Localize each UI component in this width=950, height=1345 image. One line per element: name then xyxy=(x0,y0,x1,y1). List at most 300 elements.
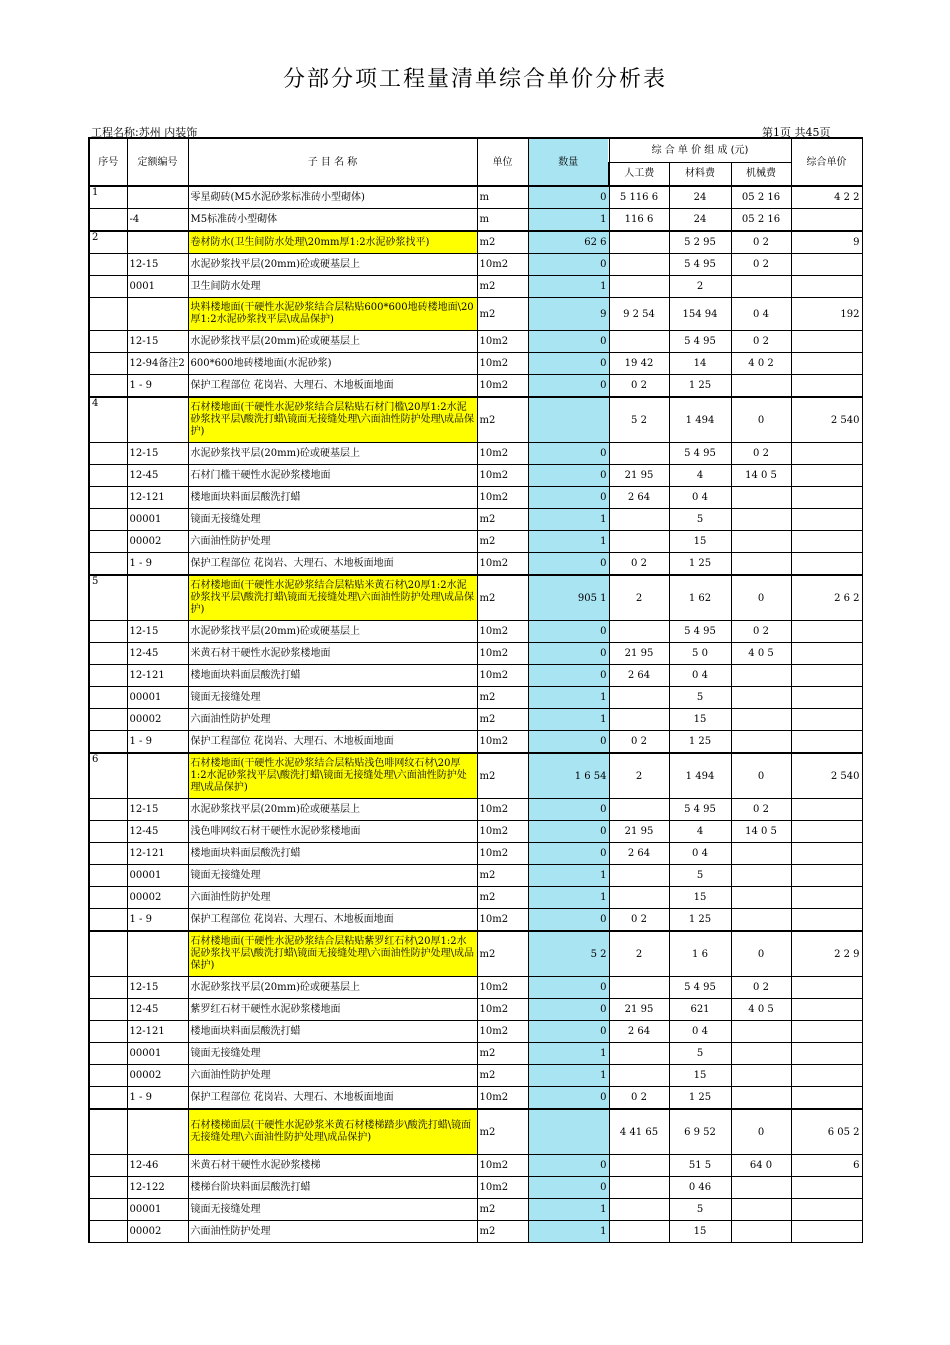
row-seq xyxy=(89,1155,127,1177)
row-qty: 1 xyxy=(528,1199,609,1221)
table-row xyxy=(89,1021,862,1043)
row-machine xyxy=(731,509,791,531)
table-body xyxy=(89,186,862,1243)
row-unit: m2 xyxy=(477,753,528,799)
row-seq xyxy=(89,1109,127,1155)
row-unit: m xyxy=(477,209,528,232)
row-unit: m2 xyxy=(477,298,528,331)
row-total xyxy=(791,443,862,465)
row-name: 镜面无接缝处理 xyxy=(188,1199,477,1221)
row-total: 192 xyxy=(791,298,862,331)
row-total xyxy=(791,665,862,687)
header-material: 材料费 xyxy=(669,162,731,186)
page-info: 第1页 共45页 xyxy=(762,126,831,139)
row-code: 12-121 xyxy=(127,487,188,509)
row-machine xyxy=(731,1021,791,1043)
table-row xyxy=(89,353,862,375)
row-seq xyxy=(89,1065,127,1087)
row-seq xyxy=(89,931,127,977)
row-code xyxy=(127,753,188,799)
row-code: 12-45 xyxy=(127,465,188,487)
row-name: 镜面无接缝处理 xyxy=(188,865,477,887)
row-name: 六面油性防护处理 xyxy=(188,709,477,731)
row-total xyxy=(791,843,862,865)
row-total: 9 xyxy=(791,231,862,254)
row-material: 5 4 95 xyxy=(669,621,731,643)
row-labor xyxy=(609,709,669,731)
row-material: 0 4 xyxy=(669,1021,731,1043)
row-total: 2 540 xyxy=(791,753,862,799)
row-seq xyxy=(89,1221,127,1243)
row-machine xyxy=(731,843,791,865)
row-machine: 0 4 xyxy=(731,298,791,331)
row-name: 保护工程部位 花岗岩、大理石、木地板面地面 xyxy=(188,553,477,576)
row-qty xyxy=(528,1109,609,1155)
row-machine xyxy=(731,553,791,576)
row-seq xyxy=(89,331,127,353)
row-name: 600*600地砖楼地面(水泥砂浆) xyxy=(188,353,477,375)
row-unit: m2 xyxy=(477,931,528,977)
row-machine: 0 2 xyxy=(731,231,791,254)
row-qty: 0 xyxy=(528,909,609,932)
header-unit: 单位 xyxy=(477,138,528,186)
row-qty: 905 1 xyxy=(528,575,609,621)
row-machine xyxy=(731,531,791,553)
row-total xyxy=(791,1065,862,1087)
row-seq xyxy=(89,821,127,843)
row-code: 12-15 xyxy=(127,443,188,465)
row-qty: 0 xyxy=(528,1087,609,1110)
row-name: 六面油性防护处理 xyxy=(188,887,477,909)
row-total xyxy=(791,799,862,821)
row-labor xyxy=(609,1199,669,1221)
row-total xyxy=(791,276,862,298)
row-total xyxy=(791,553,862,576)
row-total xyxy=(791,1221,862,1243)
row-unit: m2 xyxy=(477,709,528,731)
row-qty: 1 6 54 xyxy=(528,753,609,799)
row-name: 水泥砂浆找平层(20mm)砼或硬基层上 xyxy=(188,799,477,821)
row-machine xyxy=(731,487,791,509)
row-name: 保护工程部位 花岗岩、大理石、木地板面地面 xyxy=(188,731,477,754)
row-seq xyxy=(89,1087,127,1110)
row-material: 1 62 xyxy=(669,575,731,621)
row-material: 5 xyxy=(669,509,731,531)
row-seq xyxy=(89,254,127,276)
row-labor xyxy=(609,799,669,821)
row-name: 楼地面块料面层酸洗打蜡 xyxy=(188,665,477,687)
row-labor: 5 116 6 xyxy=(609,186,669,209)
row-code: 12-45 xyxy=(127,821,188,843)
row-machine: 14 0 5 xyxy=(731,465,791,487)
row-qty: 1 xyxy=(528,509,609,531)
row-seq: 1 xyxy=(89,186,127,209)
row-total xyxy=(791,1021,862,1043)
row-labor: 116 6 xyxy=(609,209,669,232)
row-unit: 10m2 xyxy=(477,353,528,375)
row-seq xyxy=(89,276,127,298)
row-code xyxy=(127,397,188,443)
row-labor xyxy=(609,276,669,298)
row-name: 块料楼地面(干硬性水泥砂浆结合层粘贴600*600地砖楼地面\20厚1:2水泥砂浆找平层\成品保护) xyxy=(188,298,477,331)
row-material: 5 4 95 xyxy=(669,331,731,353)
row-total xyxy=(791,643,862,665)
row-unit: 10m2 xyxy=(477,999,528,1021)
row-machine xyxy=(731,375,791,398)
row-total xyxy=(791,999,862,1021)
row-name: 保护工程部位 花岗岩、大理石、木地板面地面 xyxy=(188,1087,477,1110)
table-row xyxy=(89,298,862,331)
row-code xyxy=(127,186,188,209)
row-qty: 1 xyxy=(528,1043,609,1065)
row-seq xyxy=(89,443,127,465)
row-machine xyxy=(731,887,791,909)
row-qty: 1 xyxy=(528,865,609,887)
table-row xyxy=(89,186,862,209)
row-unit: 10m2 xyxy=(477,331,528,353)
row-name: 楼地面块料面层酸洗打蜡 xyxy=(188,1021,477,1043)
table-row xyxy=(89,1065,862,1087)
row-unit: 10m2 xyxy=(477,443,528,465)
row-qty: 0 xyxy=(528,254,609,276)
row-unit: 10m2 xyxy=(477,254,528,276)
row-material: 0 46 xyxy=(669,1177,731,1199)
row-code: -4 xyxy=(127,209,188,232)
row-labor: 2 64 xyxy=(609,843,669,865)
row-total: 2 540 xyxy=(791,397,862,443)
row-machine: 4 0 5 xyxy=(731,999,791,1021)
row-code: 00002 xyxy=(127,1065,188,1087)
row-qty: 1 xyxy=(528,687,609,709)
table-row xyxy=(89,621,862,643)
row-total xyxy=(791,331,862,353)
row-unit: 10m2 xyxy=(477,731,528,754)
row-qty: 0 xyxy=(528,977,609,999)
row-name: 米黄石材干硬性水泥砂浆楼梯 xyxy=(188,1155,477,1177)
row-machine xyxy=(731,1087,791,1110)
row-total xyxy=(791,1199,862,1221)
table-row xyxy=(89,843,862,865)
row-labor xyxy=(609,531,669,553)
row-seq xyxy=(89,999,127,1021)
row-machine: 64 0 xyxy=(731,1155,791,1177)
row-qty: 1 xyxy=(528,1221,609,1243)
row-unit: m2 xyxy=(477,865,528,887)
row-code xyxy=(127,1109,188,1155)
row-qty: 0 xyxy=(528,186,609,209)
row-material: 1 25 xyxy=(669,909,731,932)
row-code: 12-121 xyxy=(127,665,188,687)
row-unit: 10m2 xyxy=(477,1087,528,1110)
row-qty: 5 2 xyxy=(528,931,609,977)
row-unit: 10m2 xyxy=(477,843,528,865)
row-seq xyxy=(89,731,127,754)
row-qty: 0 xyxy=(528,1021,609,1043)
row-unit: 10m2 xyxy=(477,375,528,398)
row-material: 1 6 xyxy=(669,931,731,977)
row-total xyxy=(791,865,862,887)
row-qty: 0 xyxy=(528,621,609,643)
row-labor: 21 95 xyxy=(609,643,669,665)
row-total xyxy=(791,487,862,509)
row-labor: 0 2 xyxy=(609,553,669,576)
analysis-table-container xyxy=(88,137,861,1243)
row-machine: 05 2 16 xyxy=(731,186,791,209)
row-labor xyxy=(609,1065,669,1087)
header-labor: 人工费 xyxy=(609,162,669,186)
row-seq xyxy=(89,909,127,932)
row-material: 15 xyxy=(669,1065,731,1087)
row-seq xyxy=(89,298,127,331)
table-row xyxy=(89,465,862,487)
header-machine: 机械费 xyxy=(731,162,791,186)
table-row xyxy=(89,687,862,709)
row-total xyxy=(791,209,862,232)
row-material: 1 25 xyxy=(669,731,731,754)
row-material: 1 494 xyxy=(669,753,731,799)
table-row xyxy=(89,753,862,799)
row-seq xyxy=(89,799,127,821)
row-labor xyxy=(609,254,669,276)
row-unit: m2 xyxy=(477,509,528,531)
row-unit: m2 xyxy=(477,687,528,709)
table-row xyxy=(89,887,862,909)
row-machine: 0 2 xyxy=(731,331,791,353)
row-code: 12-45 xyxy=(127,999,188,1021)
row-total xyxy=(791,909,862,932)
row-code xyxy=(127,231,188,254)
row-material: 24 xyxy=(669,209,731,232)
row-total xyxy=(791,731,862,754)
row-total xyxy=(791,254,862,276)
row-total xyxy=(791,1087,862,1110)
row-machine xyxy=(731,1043,791,1065)
row-unit: 10m2 xyxy=(477,487,528,509)
row-machine xyxy=(731,1065,791,1087)
row-qty: 0 xyxy=(528,843,609,865)
row-labor xyxy=(609,887,669,909)
row-code: 00002 xyxy=(127,709,188,731)
header-item: 子 目 名 称 xyxy=(188,138,477,186)
row-code: 1 - 9 xyxy=(127,731,188,754)
row-material: 15 xyxy=(669,1221,731,1243)
row-total xyxy=(791,531,862,553)
row-labor: 2 64 xyxy=(609,665,669,687)
row-qty: 9 xyxy=(528,298,609,331)
row-qty: 1 xyxy=(528,887,609,909)
row-name: 石材门槛干硬性水泥砂浆楼地面 xyxy=(188,465,477,487)
row-unit: 10m2 xyxy=(477,665,528,687)
row-code: 12-45 xyxy=(127,643,188,665)
table-row xyxy=(89,1177,862,1199)
row-labor: 9 2 54 xyxy=(609,298,669,331)
row-code: 1 - 9 xyxy=(127,553,188,576)
row-code: 0001 xyxy=(127,276,188,298)
row-name: 楼地面块料面层酸洗打蜡 xyxy=(188,487,477,509)
row-seq xyxy=(89,553,127,576)
table-row xyxy=(89,865,862,887)
row-qty: 0 xyxy=(528,487,609,509)
row-machine: 0 2 xyxy=(731,443,791,465)
row-labor: 2 64 xyxy=(609,487,669,509)
row-code xyxy=(127,931,188,977)
row-labor xyxy=(609,331,669,353)
row-name: 六面油性防护处理 xyxy=(188,531,477,553)
row-code: 00001 xyxy=(127,1199,188,1221)
row-labor: 2 xyxy=(609,753,669,799)
row-machine: 14 0 5 xyxy=(731,821,791,843)
row-material: 1 25 xyxy=(669,553,731,576)
row-name: 保护工程部位 花岗岩、大理石、木地板面地面 xyxy=(188,909,477,932)
row-name: 浅色啡网纹石材干硬性水泥砂浆楼地面 xyxy=(188,821,477,843)
row-material: 1 25 xyxy=(669,1087,731,1110)
row-code: 1 - 9 xyxy=(127,375,188,398)
row-code: 00001 xyxy=(127,865,188,887)
header-total: 综合单价 xyxy=(791,138,862,186)
row-code xyxy=(127,575,188,621)
table-row xyxy=(89,375,862,398)
row-labor: 2 xyxy=(609,931,669,977)
row-seq xyxy=(89,487,127,509)
row-labor xyxy=(609,977,669,999)
row-name: 镜面无接缝处理 xyxy=(188,1043,477,1065)
row-seq xyxy=(89,375,127,398)
row-seq xyxy=(89,209,127,232)
row-name: 米黄石材干硬性水泥砂浆楼地面 xyxy=(188,643,477,665)
row-name: 楼梯台阶块料面层酸洗打蜡 xyxy=(188,1177,477,1199)
row-qty: 1 xyxy=(528,1065,609,1087)
table-row xyxy=(89,487,862,509)
row-code: 12-121 xyxy=(127,843,188,865)
row-name: 保护工程部位 花岗岩、大理石、木地板面地面 xyxy=(188,375,477,398)
row-machine xyxy=(731,865,791,887)
row-material: 5 xyxy=(669,865,731,887)
row-code: 12-15 xyxy=(127,977,188,999)
row-qty: 0 xyxy=(528,553,609,576)
row-seq xyxy=(89,1021,127,1043)
row-code xyxy=(127,298,188,331)
row-code: 12-122 xyxy=(127,1177,188,1199)
row-total xyxy=(791,1043,862,1065)
row-unit: m2 xyxy=(477,531,528,553)
project-name: 工程名称:苏州 内装饰 xyxy=(91,126,198,139)
row-machine: 0 xyxy=(731,575,791,621)
row-unit: 10m2 xyxy=(477,621,528,643)
row-qty: 0 xyxy=(528,1155,609,1177)
row-seq xyxy=(89,865,127,887)
table-row xyxy=(89,1109,862,1155)
row-unit: m2 xyxy=(477,887,528,909)
row-name: 水泥砂浆找平层(20mm)砼或硬基层上 xyxy=(188,621,477,643)
row-code: 12-15 xyxy=(127,331,188,353)
row-material: 5 xyxy=(669,1043,731,1065)
row-labor xyxy=(609,1177,669,1199)
row-material: 1 494 xyxy=(669,397,731,443)
row-unit: 10m2 xyxy=(477,643,528,665)
table-row xyxy=(89,331,862,353)
row-labor: 2 64 xyxy=(609,1021,669,1043)
row-material: 5 xyxy=(669,687,731,709)
row-machine: 4 0 5 xyxy=(731,643,791,665)
row-machine xyxy=(731,276,791,298)
row-labor xyxy=(609,687,669,709)
row-material: 5 0 xyxy=(669,643,731,665)
row-qty: 0 xyxy=(528,465,609,487)
row-machine: 0 2 xyxy=(731,254,791,276)
row-qty: 0 xyxy=(528,443,609,465)
row-material: 4 xyxy=(669,465,731,487)
page-title: 分部分项工程量清单综合单价分析表 xyxy=(282,67,667,92)
row-name: 水泥砂浆找平层(20mm)砼或硬基层上 xyxy=(188,331,477,353)
table-row xyxy=(89,1221,862,1243)
row-machine: 0 2 xyxy=(731,977,791,999)
row-qty: 1 xyxy=(528,709,609,731)
row-qty: 0 xyxy=(528,665,609,687)
row-labor xyxy=(609,231,669,254)
row-material: 2 xyxy=(669,276,731,298)
row-material: 0 4 xyxy=(669,487,731,509)
row-unit: m2 xyxy=(477,397,528,443)
row-labor xyxy=(609,621,669,643)
row-total xyxy=(791,709,862,731)
row-labor: 0 2 xyxy=(609,909,669,932)
row-seq: 4 xyxy=(89,397,127,443)
row-unit: m xyxy=(477,186,528,209)
row-qty: 0 xyxy=(528,375,609,398)
row-unit: m2 xyxy=(477,1043,528,1065)
row-material: 5 4 95 xyxy=(669,443,731,465)
row-material: 6 9 52 xyxy=(669,1109,731,1155)
row-seq xyxy=(89,1199,127,1221)
row-qty: 0 xyxy=(528,353,609,375)
row-name: 楼地面块料面层酸洗打蜡 xyxy=(188,843,477,865)
row-unit: 10m2 xyxy=(477,799,528,821)
row-name: 石材楼地面(干硬性水泥砂浆结合层粘贴石材门槛\20厚1:2水泥砂浆找平层\酸洗打蜡\镜面无接缝处理\六面油性防护处理\成品保护) xyxy=(188,397,477,443)
row-seq xyxy=(89,621,127,643)
row-machine xyxy=(731,1199,791,1221)
row-unit: 10m2 xyxy=(477,977,528,999)
row-name: 镜面无接缝处理 xyxy=(188,687,477,709)
row-qty: 1 xyxy=(528,209,609,232)
row-seq: 6 xyxy=(89,753,127,799)
row-unit: m2 xyxy=(477,1065,528,1087)
row-unit: m2 xyxy=(477,1199,528,1221)
row-name: M5标准砖小型砌体 xyxy=(188,209,477,232)
row-unit: 10m2 xyxy=(477,909,528,932)
row-name: 石材楼地面(干硬性水泥砂浆结合层粘贴米黄石材\20厚1:2水泥砂浆找平层\酸洗打蜡\镜面无接缝处理\六面油性防护处理\成品保护) xyxy=(188,575,477,621)
row-total: 2 6 2 xyxy=(791,575,862,621)
row-name: 零星砌砖(M5水泥砂浆标准砖小型砌体) xyxy=(188,186,477,209)
row-name: 水泥砂浆找平层(20mm)砼或硬基层上 xyxy=(188,977,477,999)
row-machine: 4 0 2 xyxy=(731,353,791,375)
row-labor: 19 42 xyxy=(609,353,669,375)
row-labor: 21 95 xyxy=(609,821,669,843)
row-material: 5 2 95 xyxy=(669,231,731,254)
row-name: 水泥砂浆找平层(20mm)砼或硬基层上 xyxy=(188,254,477,276)
row-machine: 0 xyxy=(731,397,791,443)
row-material: 154 94 xyxy=(669,298,731,331)
table-row xyxy=(89,276,862,298)
row-unit: 10m2 xyxy=(477,1155,528,1177)
row-labor: 0 2 xyxy=(609,731,669,754)
row-seq xyxy=(89,643,127,665)
row-total xyxy=(791,821,862,843)
table-row xyxy=(89,977,862,999)
row-labor: 5 2 xyxy=(609,397,669,443)
table-row xyxy=(89,553,862,576)
row-machine xyxy=(731,709,791,731)
row-unit: 10m2 xyxy=(477,553,528,576)
